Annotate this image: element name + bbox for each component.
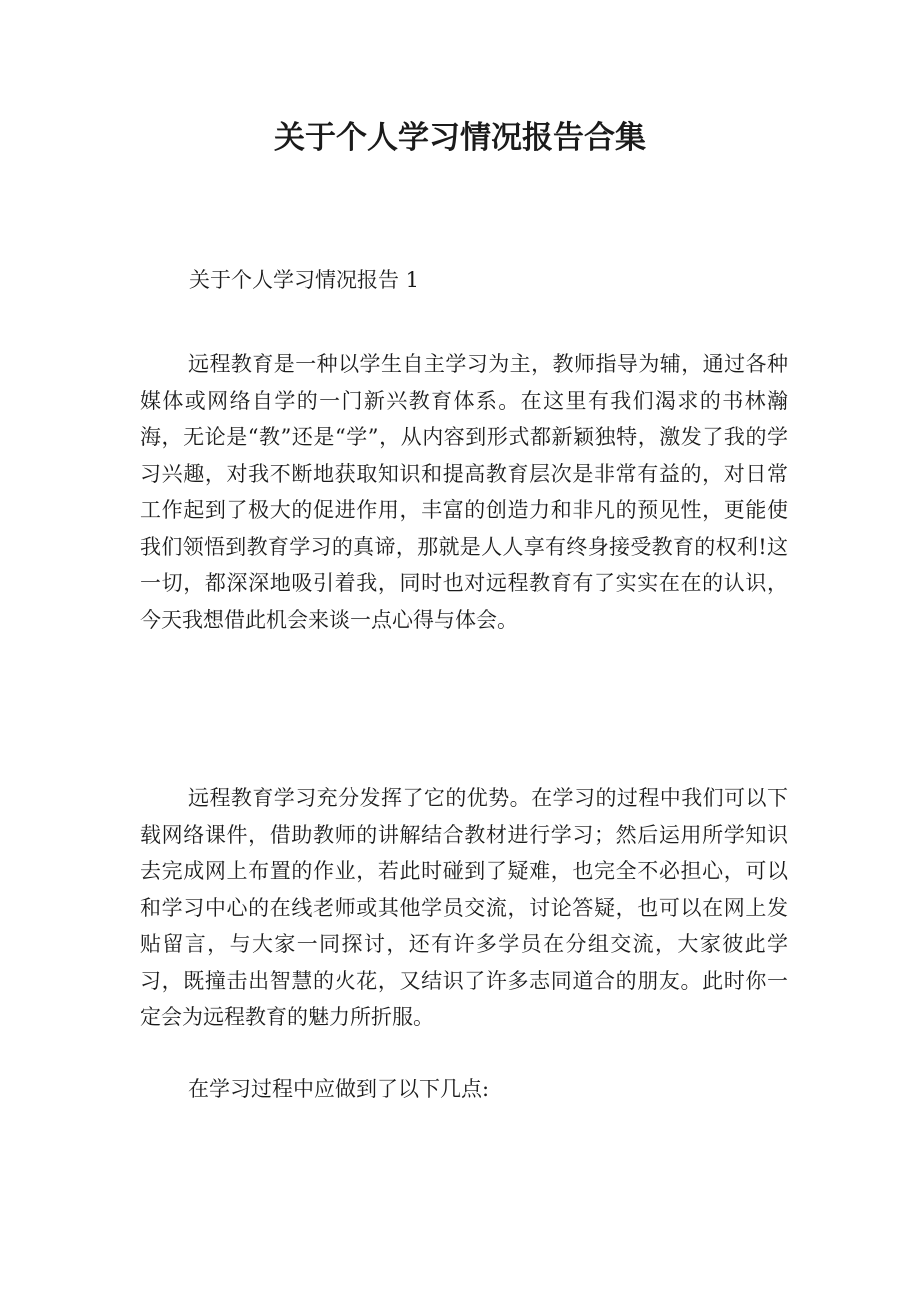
paragraph-2: 远程教育学习充分发挥了它的优势。在学习的过程中我们可以下载网络课件，借助教师的讲解结合教材进行学习；然后运用所学知识去完成网上布置的作业，若此时碰到了疑难，也完全不必担心，可以和学习中心的在线老师或其他学员交流，讨论答疑，也可以在网上发贴留言，与大家一同探讨，还有许多学员在分组交流，大家彼此学习，既撞击出智慧的火花，又结识了许多志同道合的朋友。此时你一定会为远程教育的魅力所折服。 (140, 786, 788, 1029)
section-heading: 关于个人学习情况报告 1 (189, 268, 420, 292)
paragraph-3: 在学习过程中应做到了以下几点: (188, 1077, 490, 1101)
document-title: 关于个人学习情况报告合集 (274, 120, 646, 156)
paragraph-1: 远程教育是一种以学生自主学习为主，教师指导为辅，通过各种媒体或网络自学的一门新兴教育体系。在这里有我们渴求的书林瀚海，无论是“教”还是“学”，从内容到形式都新颖独特，激发了我的学习兴趣，对我不断地获取知识和提高教育层次是非常有益的，对日常工作起到了极大的促进作用，丰富的创造力和非凡的预见性，更能使我们领悟到教育学习的真谛，那就是人人享有终身接受教育的权利!这一切，都深深地吸引着我，同时也对远程教育有了实实在在的认识，今天我想借此机会来谈一点心得与体会。 (140, 352, 788, 632)
